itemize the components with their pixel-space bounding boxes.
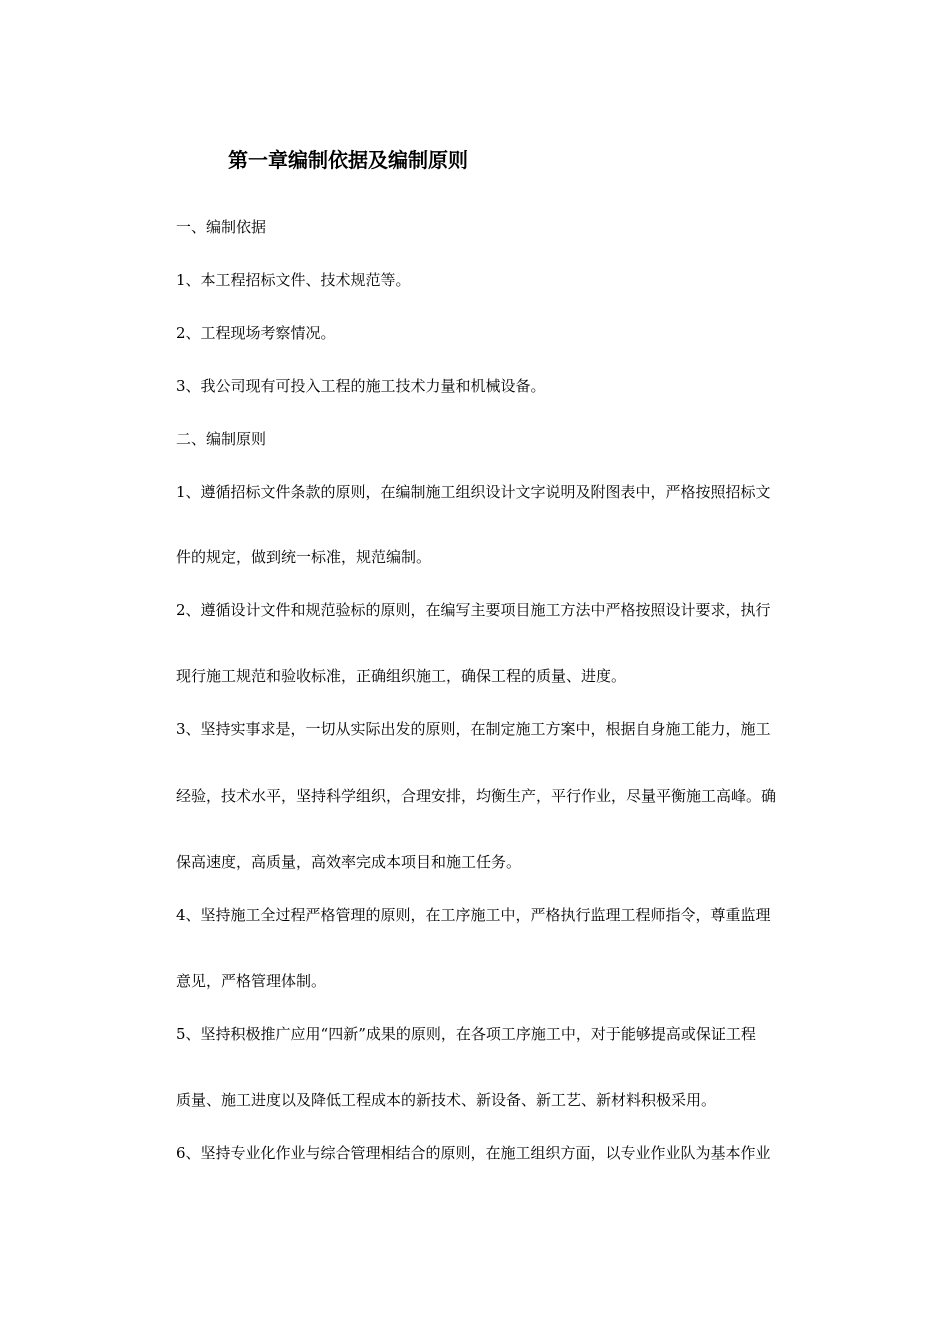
principle-4-line-1: 4、坚持施工全过程严格管理的原则，在工序施工中，严格执行监理工程师指令，尊重监理 xyxy=(176,906,771,924)
principle-2-line-2: 现行施工规范和验收标准，正确组织施工，确保工程的质量、进度。 xyxy=(176,667,627,685)
principle-3-line-2: 经验，技术水平，坚持科学组织，合理安排，均衡生产，平行作业，尽量平衡施工高峰。确 xyxy=(176,787,777,805)
principle-1-line-1: 1、遵循招标文件条款的原则，在编制施工组织设计文字说明及附图表中，严格按照招标文 xyxy=(176,483,771,501)
basis-item-1: 1、本工程招标文件、技术规范等。 xyxy=(176,271,411,289)
principle-5-line-1: 5、坚持积极推广应用“四新”成果的原则，在各项工序施工中，对于能够提高或保证工程 xyxy=(176,1025,756,1043)
principle-1-line-2: 件的规定，做到统一标准，规范编制。 xyxy=(176,548,432,566)
basis-item-3: 3、我公司现有可投入工程的施工技术力量和机械设备。 xyxy=(176,377,546,395)
principle-3-line-1: 3、坚持实事求是，一切从实际出发的原则，在制定施工方案中，根据自身施工能力，施工 xyxy=(176,720,771,738)
section-heading-principles: 二、编制原则 xyxy=(176,430,267,448)
principle-3-line-3: 保高速度，高质量，高效率完成本项目和施工任务。 xyxy=(176,853,522,871)
chapter-title: 第一章编制依据及编制原则 xyxy=(228,148,468,172)
basis-item-2: 2、工程现场考察情况。 xyxy=(176,324,336,342)
principle-4-line-2: 意见，严格管理体制。 xyxy=(176,972,327,990)
principle-2-line-1: 2、遵循设计文件和规范验标的原则，在编写主要项目施工方法中严格按照设计要求，执行 xyxy=(176,601,771,619)
principle-5-line-2: 质量、施工进度以及降低工程成本的新技术、新设备、新工艺、新材料积极采用。 xyxy=(176,1091,717,1109)
principle-6-line-1: 6、坚持专业化作业与综合管理相结合的原则，在施工组织方面，以专业作业队为基本作业 xyxy=(176,1144,771,1162)
section-heading-basis: 一、编制依据 xyxy=(176,218,267,236)
